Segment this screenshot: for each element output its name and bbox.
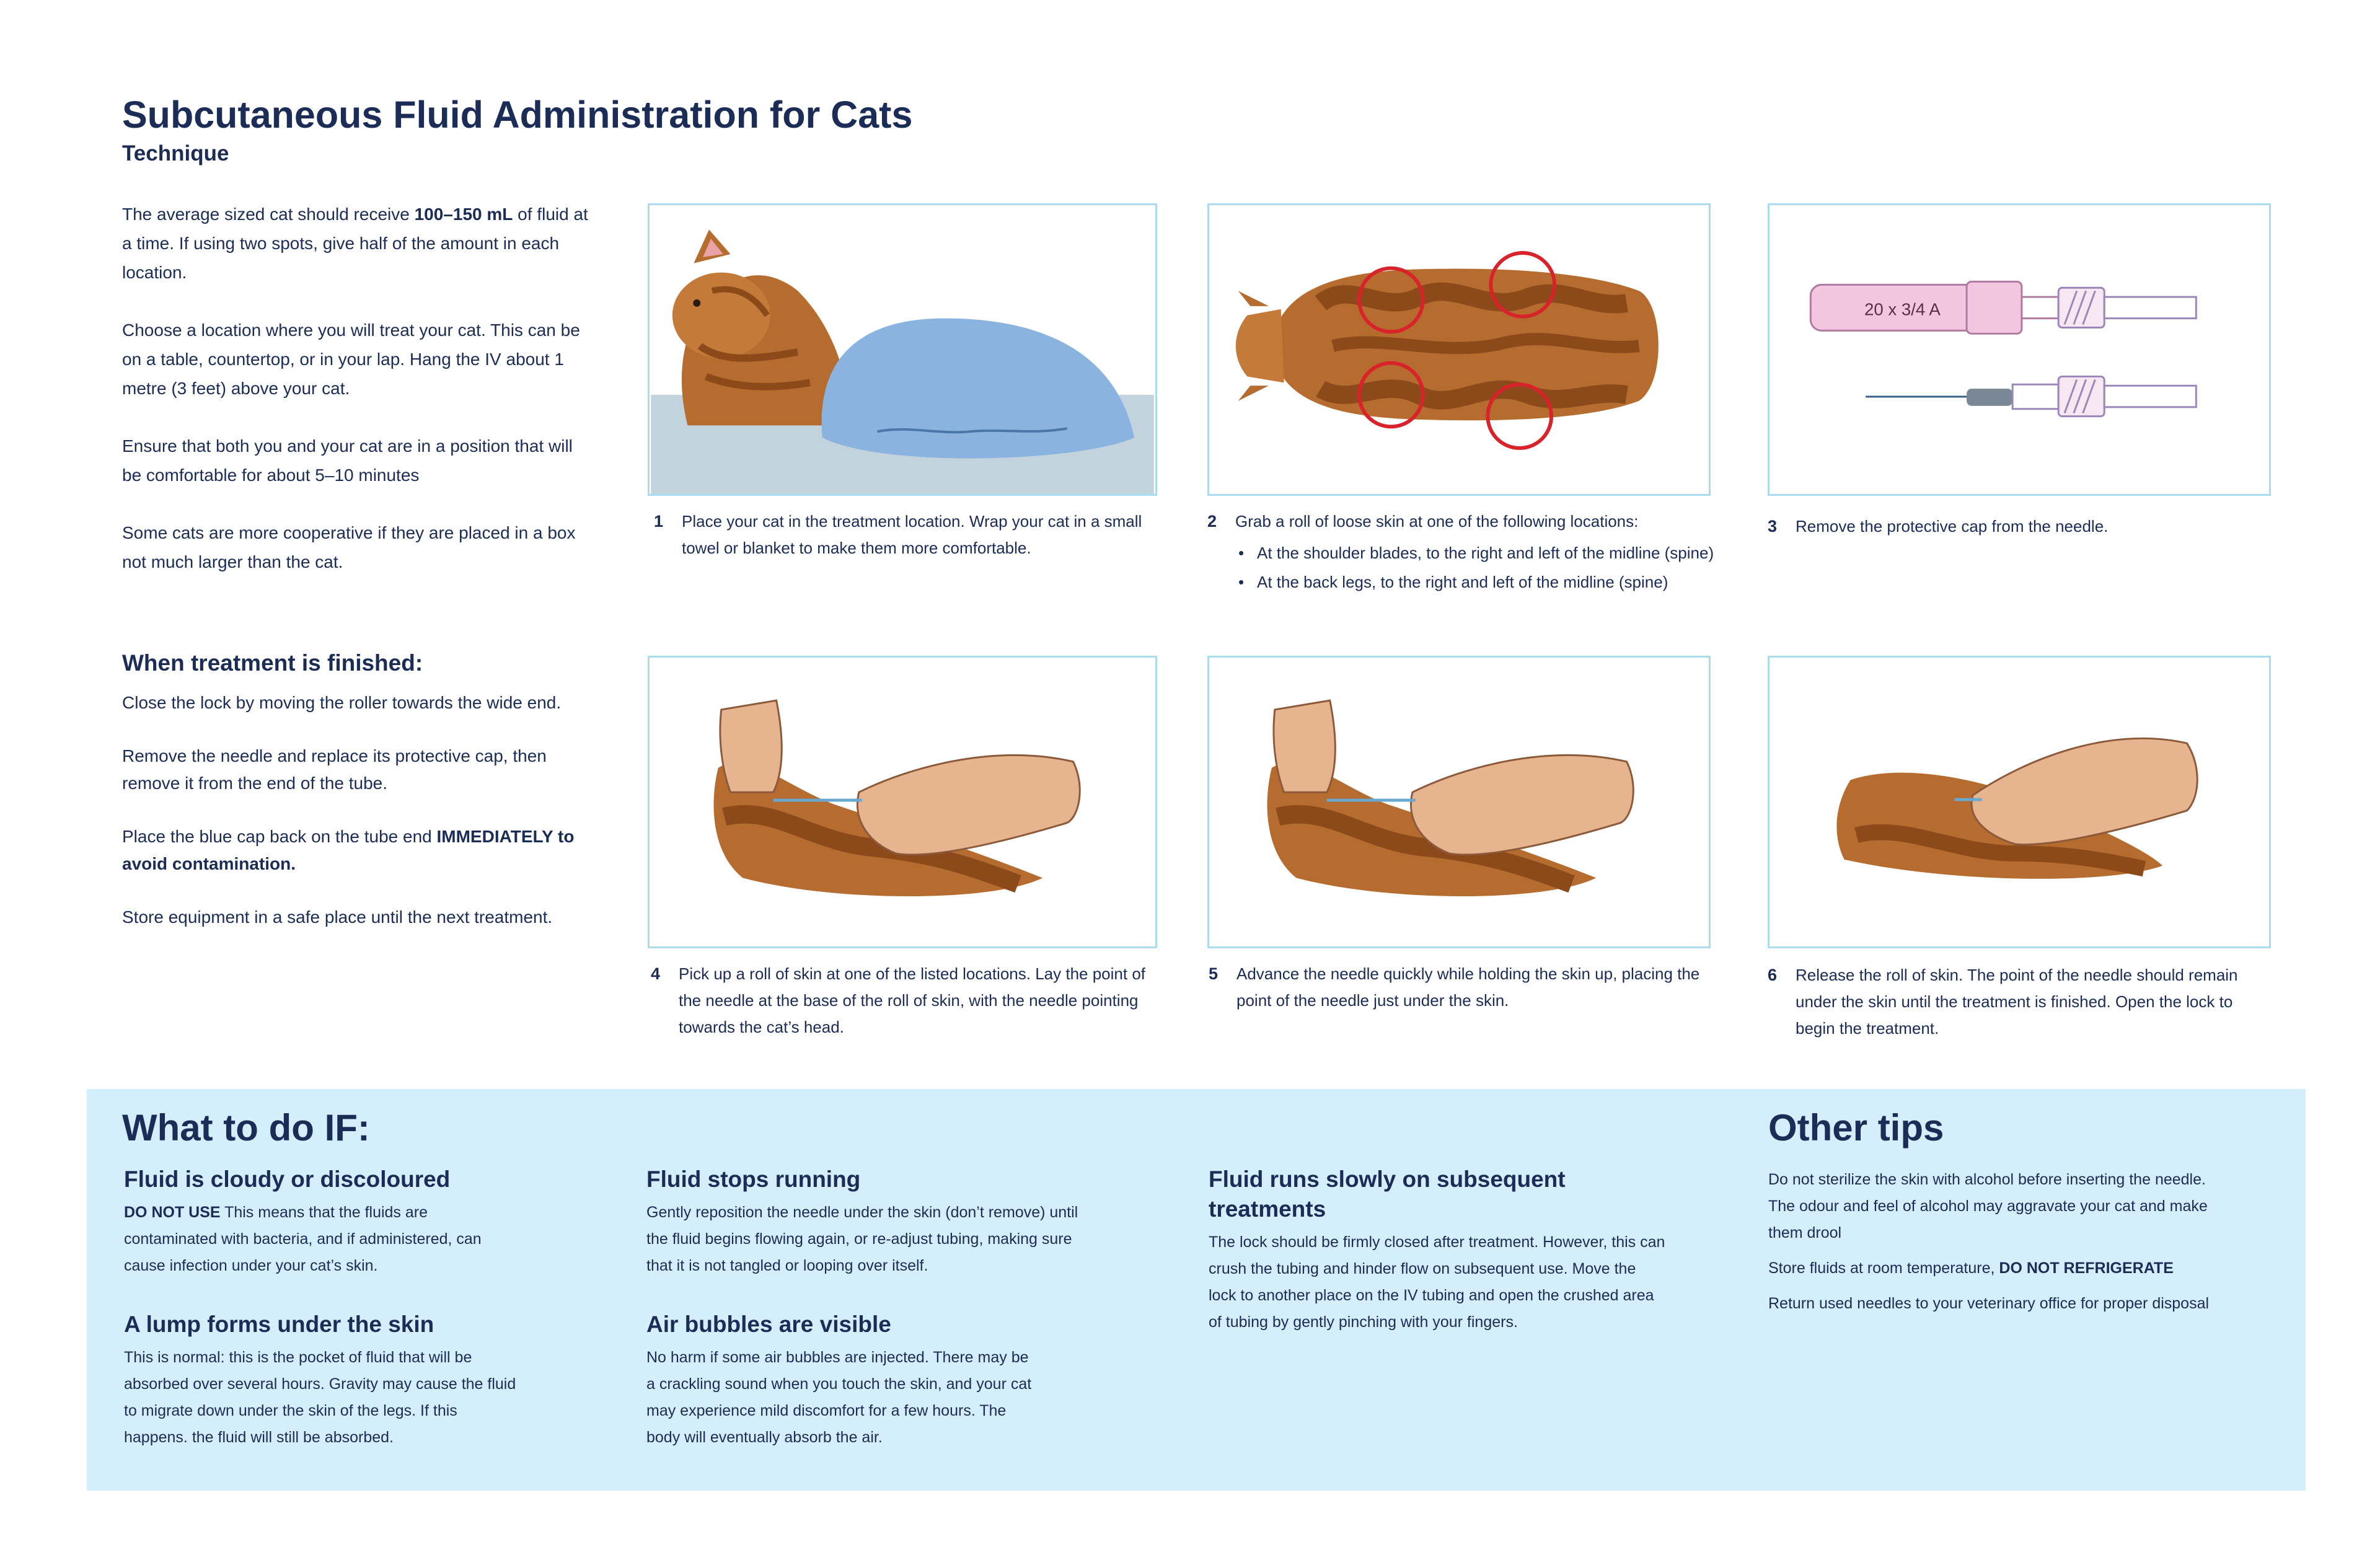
step-2-illustration: [1207, 203, 1711, 496]
step-5-illustration: [1207, 656, 1711, 948]
step-3-illustration: [1768, 203, 2271, 496]
item-text: Gently reposition the needle under the skin (don’t remove) until the fluid begins flowing again, or re-adjust tubing, making sure that it is not tangled or looping over itself.: [646, 1204, 1078, 1274]
tips-heading: Other tips: [1768, 1107, 1944, 1149]
finished-paragraph: Place the blue cap back on the tube end IMMEDIATELY to avoid contamination.: [122, 827, 575, 873]
page-subtitle: Technique: [122, 141, 229, 165]
whatif-lump: [124, 1310, 521, 1460]
whatif-slow: [1209, 1165, 1667, 1344]
intro-section: [122, 200, 593, 605]
item-title: Fluid runs slowly on subsequent treatments: [1209, 1166, 1566, 1222]
needle-label: 20 x 3/4 A: [1864, 299, 1941, 319]
step-text: Place your cat in the treatment location. Wrap your cat in a small towel or blanket to make them more comfortable.: [682, 512, 1142, 557]
step-text: Advance the needle quickly while holding the skin up, placing the point of the needle just under the skin.: [1236, 964, 1700, 1010]
page-title: Subcutaneous Fluid Administration for Cats: [122, 94, 913, 136]
intro-paragraph: Choose a location where you will treat your cat. This can be on a table, countertop, or in your lap. Hang the IV about 1 metre (3 feet) above your cat.: [122, 320, 580, 398]
step-number: 6: [1768, 966, 1778, 984]
cat-blanket-image: [650, 205, 1155, 494]
step-4-illustration: [648, 656, 1157, 948]
step-2-caption: [1207, 508, 1753, 597]
tip-item: Do not sterilize the skin with alcohol before inserting the needle. The odour and feel of alcohol may aggravate your cat and make them drool: [1768, 1171, 2208, 1241]
item-title: Fluid is cloudy or discoloured: [124, 1166, 451, 1192]
finished-heading: When treatment is finished:: [122, 650, 423, 676]
hand-needle-image: [1209, 658, 1709, 946]
troubleshooting-panel: [87, 1089, 2306, 1491]
list-item: • At the back legs, to the right and left of the midline (spine): [1257, 568, 1753, 597]
step-6-illustration: [1768, 656, 2271, 948]
step-number: 5: [1209, 964, 1219, 983]
whatif-stops: [646, 1165, 1093, 1288]
step-6-caption: [1768, 962, 2276, 1042]
step-2-bullets: [1207, 539, 1753, 597]
intro-paragraph: Some cats are more cooperative if they are placed in a box not much larger than the cat.: [122, 523, 576, 571]
step-text: Release the roll of skin. The point of the needle should remain under the skin until the treatment is finished. Open the lock to begin the treatment.: [1796, 966, 2238, 1038]
item-text: The lock should be firmly closed after treatment. However, this can crush the tubing and hinder flow on subsequent use. Move the lock to another place on the IV tubing and open the crushed area of tubing by gently pinching with your fingers.: [1209, 1233, 1665, 1331]
hand-needle-image: [650, 658, 1155, 946]
step-number: 1: [654, 512, 664, 531]
step-4-caption: [651, 961, 1147, 1041]
step-number: 3: [1768, 517, 1778, 536]
cat-topview-image: [1209, 205, 1709, 494]
step-text: Remove the protective cap from the needle.: [1796, 517, 2109, 536]
finished-paragraph: Store equipment in a safe place until the next treatment.: [122, 907, 553, 927]
list-item: • At the shoulder blades, to the right and left of the midline (spine): [1257, 539, 1753, 568]
step-number: 4: [651, 964, 661, 983]
step-text: Grab a roll of loose skin at one of the following locations:: [1235, 512, 1639, 531]
finished-paragraph: Close the lock by moving the roller towards the wide end.: [122, 693, 562, 712]
step-number: 2: [1207, 512, 1217, 531]
tip-item: Return used needles to your veterinary office for proper disposal: [1768, 1295, 2210, 1312]
finished-section: [122, 648, 593, 957]
hand-released-skin-image: [1770, 658, 2269, 946]
whatif-cloudy: [124, 1165, 521, 1288]
item-text: DO NOT USE This means that the fluids are contaminated with bacteria, and if administered, can cause infection under your cat’s skin.: [124, 1204, 482, 1274]
whatif-bubbles: [646, 1310, 1037, 1460]
finished-paragraph: Remove the needle and replace its protective cap, then remove it from the end of the tube.: [122, 746, 547, 793]
intro-paragraph: The average sized cat should receive 100–150 mL of fluid at a time. If using two spots, give half of the amount in each location.: [122, 205, 588, 282]
item-title: A lump forms under the skin: [124, 1312, 434, 1337]
step-5-caption: [1209, 961, 1704, 1014]
step-1-caption: [654, 508, 1150, 562]
step-3-caption: [1768, 513, 2263, 540]
step-1-illustration: [648, 203, 1157, 496]
item-title: Fluid stops running: [646, 1166, 861, 1192]
tip-item: Store fluids at room temperature, DO NOT REFRIGERATE: [1768, 1259, 2174, 1277]
item-text: This is normal: this is the pocket of fluid that will be absorbed over several hours. Gravity may cause the fluid to migrate down under the skin of the legs. If this happens. the fluid will still be absorbed.: [124, 1349, 516, 1446]
tips-list: [1768, 1166, 2221, 1326]
item-text: No harm if some air bubbles are injected. There may be a crackling sound when you touch the skin, and your cat may experience mild discomfort for a few hours. The body will eventually absorb the air.: [646, 1349, 1032, 1446]
whatif-heading: What to do IF:: [122, 1107, 370, 1149]
step-text: Pick up a roll of skin at one of the listed locations. Lay the point of the needle at the base of the roll of skin, with the needle pointing towards the cat’s head.: [679, 964, 1145, 1036]
needle-image: [1770, 205, 2269, 494]
item-title: Air bubbles are visible: [646, 1312, 891, 1337]
intro-paragraph: Ensure that both you and your cat are in a position that will be comfortable for about 5–10 minutes: [122, 436, 573, 485]
